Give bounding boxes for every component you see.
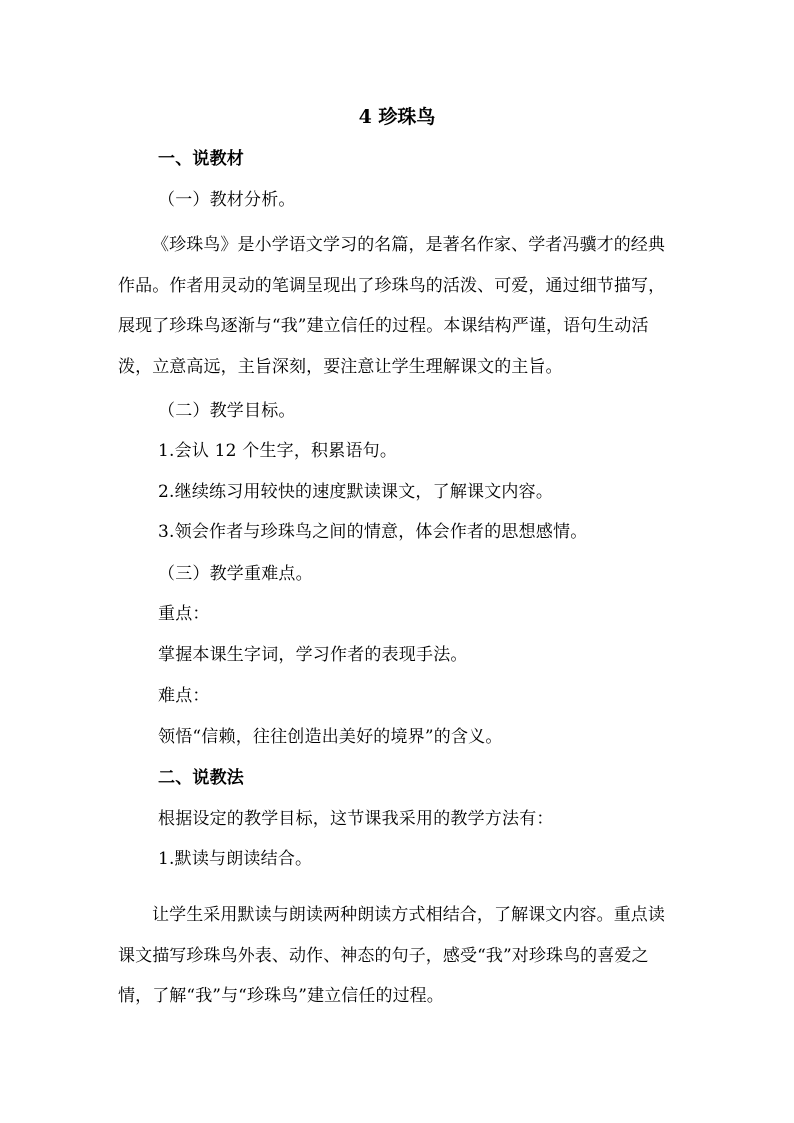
- paragraph-material-analysis: [118, 225, 682, 387]
- key-point-text: 掌握本课生字词，学习作者的表现手法。: [158, 645, 468, 665]
- section-heading-teaching-material: 一、说教材: [158, 149, 244, 169]
- paragraph-text: 让学生采用默读与朗读两种朗读方式相结合，了解课文内容。重点读课文描写珍珠鸟外表、动作、神态的句子，感受“我”对珍珠鸟的喜爱之情，了解“我”与“珍珠鸟”建立信任的过程。: [118, 905, 665, 1006]
- goal-item: 1.会认 12 个生字，积累语句。: [158, 441, 398, 461]
- paragraph-method-description: [118, 895, 682, 1017]
- goal-item: 2.继续练习用较快的速度默读课文，了解课文内容。: [158, 482, 554, 502]
- subheading-teaching-goals: （二）教学目标。: [158, 401, 296, 421]
- paragraph-text: 《珍珠鸟》是小学语文学习的名篇，是著名作家、学者冯骥才的经典作品。作者用灵动的笔调呈现出了珍珠鸟的活泼、可爱，通过细节描写，展现了珍珠鸟逐渐与“我”建立信任的过程。本课结构严谨，语句生动活泼，立意高远，主旨深刻，要注意让学生理解课文的主旨。: [118, 235, 666, 377]
- method-intro: 根据设定的教学目标，这节课我采用的教学方法有：: [158, 809, 554, 829]
- difficult-point-text: 领悟“信赖，往往创造出美好的境界”的含义。: [158, 727, 503, 747]
- section-heading-teaching-method: 二、说教法: [158, 768, 244, 788]
- document-title: 4 珍珠鸟: [358, 106, 436, 128]
- goal-item: 3.领会作者与珍珠鸟之间的情意，体会作者的思想感情。: [158, 522, 588, 542]
- subheading-key-difficult-points: （三）教学重难点。: [158, 564, 313, 584]
- key-point-label: 重点：: [158, 604, 210, 624]
- method-item: 1.默读与朗读结合。: [158, 849, 313, 869]
- subheading-material-analysis: （一）教材分析。: [158, 190, 296, 210]
- difficult-point-label: 难点：: [158, 686, 210, 706]
